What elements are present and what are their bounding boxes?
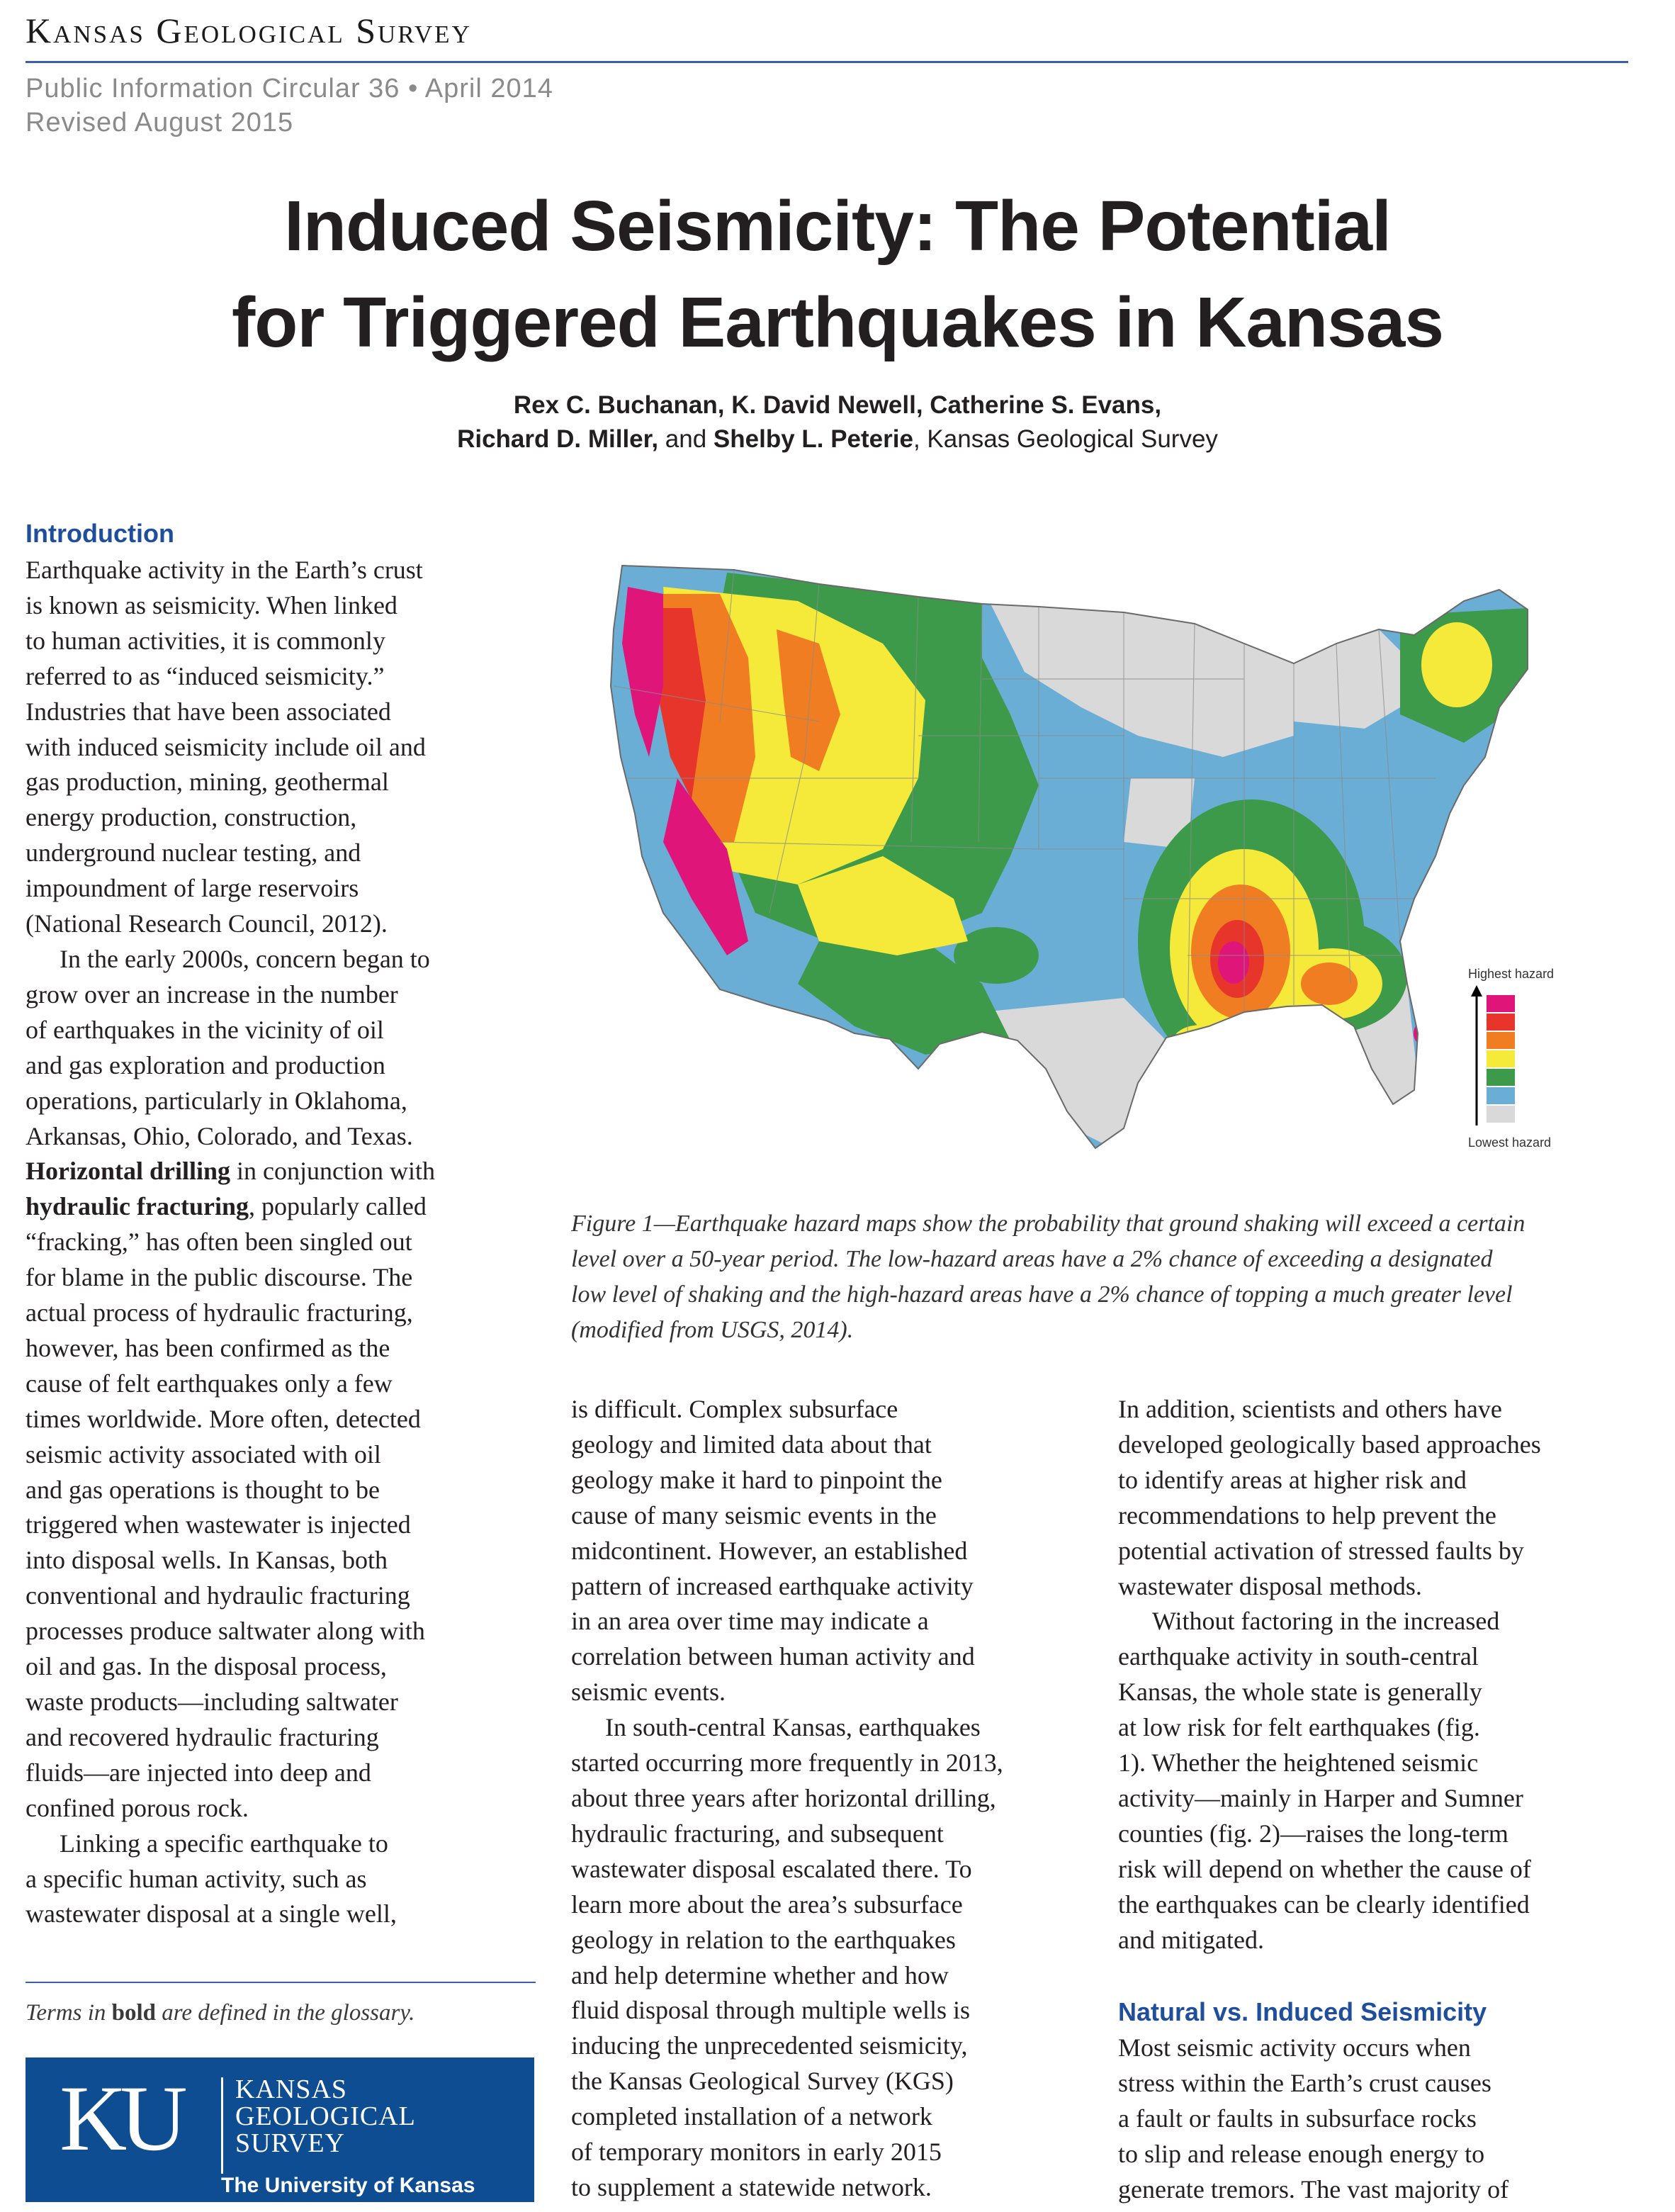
text-line: cause of many seismic events in the [571, 1500, 937, 1529]
text-line: completed installation of a network [571, 2102, 932, 2131]
text-line: operations, particularly in Oklahoma, [26, 1086, 407, 1115]
text-line: into disposal wells. In Kansas, both [26, 1546, 388, 1575]
authors-line-2 [0, 425, 1675, 454]
text-line: In the early 2000s, concern began to [60, 944, 430, 973]
text-line: at low risk for felt earthquakes (fig. [1118, 1713, 1480, 1742]
text-fragment: in conjunction with [230, 1157, 435, 1186]
legend-swatch [1487, 995, 1515, 1012]
text-line: and gas exploration and production [26, 1050, 385, 1079]
text-line: pattern of increased earthquake activity [571, 1571, 974, 1600]
text-line: actual process of hydraulic fracturing, [26, 1298, 413, 1327]
natural-vs-induced-heading: Natural vs. Induced Seismicity [1118, 1997, 1487, 2026]
text-line: developed geologically based approaches [1118, 1430, 1541, 1459]
text-line: started occurring more frequently in 2013, [571, 1748, 1003, 1778]
text-line: and gas operations is thought to be [26, 1475, 380, 1504]
text-line: confined porous rock. [26, 1793, 249, 1822]
text-line: seismic events. [571, 1678, 726, 1707]
text-line: seismic activity associated with oil [26, 1439, 381, 1469]
author-peterie: Shelby L. Peterie [713, 425, 913, 453]
text-line: correlation between human activity and [571, 1642, 975, 1671]
text-line: and recovered hydraulic fracturing [26, 1722, 379, 1751]
text-line: grow over an increase in the number [26, 979, 398, 1009]
text-line: to identify areas at higher risk and [1118, 1465, 1467, 1494]
footnote-rule [26, 1982, 536, 1983]
text-line: of temporary monitors in early 2015 [571, 2138, 942, 2167]
logo-divider [221, 2077, 223, 2174]
text-line: conventional and hydraulic fracturing [26, 1581, 410, 1610]
text-line: the Kansas Geological Survey (KGS) [571, 2067, 954, 2096]
text-line: a fault or faults in subsurface rocks [1118, 2104, 1477, 2133]
footnote-text: are defined in the glossary. [156, 2000, 415, 2026]
text-line: triggered when wastewater is injected [26, 1510, 411, 1539]
text-line: (National Research Council, 2012). [26, 909, 388, 938]
text-line: oil and gas. In the disposal process, [26, 1652, 387, 1681]
column-3-text [1118, 1392, 1642, 1958]
ku-kgs-logo [26, 2057, 534, 2202]
legend-low-label: Lowest hazard [1468, 1135, 1552, 1150]
hazard-map [585, 544, 1606, 1182]
text-line: for blame in the public discourse. The [26, 1263, 413, 1292]
text-line: geology in relation to the earthquakes [571, 1925, 956, 1954]
glossary-footnote [26, 2000, 414, 2026]
text-line: Most seismic activity occurs when [1118, 2033, 1471, 2062]
text-line: cause of felt earthquakes only a few [26, 1369, 393, 1398]
legend-swatch [1487, 1050, 1515, 1067]
text-line: gas production, mining, geothermal [26, 768, 389, 797]
legend-swatch [1487, 1087, 1515, 1104]
legend-high-label: Highest hazard [1468, 967, 1555, 981]
legend-swatch [1487, 1014, 1515, 1031]
circular-info: Public Information Circular 36 • April 2014 [26, 74, 553, 103]
text-line: Without factoring in the increased [1152, 1607, 1500, 1636]
text-line: In addition, scientists and others have [1118, 1395, 1502, 1423]
text-line: inducing the unprecedented seismicity, [571, 2031, 968, 2060]
text-line: learn more about the area’s subsurface [571, 1890, 963, 1919]
text-line [26, 1189, 564, 1225]
text-line: the earthquakes can be clearly identified [1118, 1890, 1530, 1919]
text-line: to human activities, it is commonly [26, 626, 385, 655]
text-line: generate tremors. The vast majority of [1118, 2174, 1509, 2203]
text-line: underground nuclear testing, and [26, 838, 361, 868]
text-line: waste products—including saltwater [26, 1688, 398, 1716]
text-line: geology make it hard to pinpoint the [571, 1465, 942, 1494]
introduction-text [26, 553, 564, 1932]
text-line: geology and limited data about that [571, 1430, 932, 1459]
caption-line: level over a 50-year period. The low-hazard areas have a 2% chance of exceeding a designated [571, 1246, 1493, 1272]
text-line: Earthquake activity in the Earth’s crust [26, 556, 423, 584]
text-line: about three years after horizontal drilling, [571, 1783, 996, 1812]
text-line: to supplement a statewide network. [571, 2172, 932, 2201]
text-line: Linking a specific earthquake to [60, 1829, 388, 1858]
logo-line: SURVEY [235, 2128, 345, 2158]
revised-date: Revised August 2015 [26, 108, 294, 137]
text-line: potential activation of stressed faults by [1118, 1536, 1524, 1565]
text-line: in an area over time may indicate a [571, 1607, 929, 1636]
text-line: fluids—are injected into deep and [26, 1758, 371, 1787]
text-line: fluid disposal through multiple wells is [571, 1996, 970, 2025]
text-line: Industries that have been associated [26, 697, 391, 726]
legend-swatch [1487, 1106, 1515, 1123]
column-3-text-continued [1118, 2031, 1642, 2208]
text-line: recommendations to help prevent the [1118, 1500, 1496, 1529]
text-line: counties (fig. 2)—raises the long-term [1118, 1819, 1508, 1848]
ku-mark: KU [60, 2066, 181, 2170]
text-line: stress within the Earth’s crust causes [1118, 2068, 1491, 2097]
text-line: of earthquakes in the vicinity of oil [26, 1015, 384, 1044]
legend-swatch [1487, 1032, 1515, 1049]
caption-line: Figure 1—Earthquake hazard maps show the probability that ground shaking will exceed a certain [571, 1211, 1525, 1237]
text-line: Arkansas, Ohio, Colorado, and Texas. [26, 1121, 413, 1150]
header-rule [26, 61, 1628, 63]
page-title-line-1: Induced Seismicity: The Potential [284, 186, 1391, 266]
text-line: a specific human activity, such as [26, 1864, 367, 1893]
text-line: “fracking,” has often been singled out [26, 1228, 412, 1257]
column-2-text [571, 1392, 1095, 2206]
text-line: 1). Whether the heightened seismic [1118, 1748, 1479, 1778]
text-line: midcontinent. However, an established [571, 1536, 968, 1565]
footnote-bold: bold [111, 2000, 157, 2026]
hazard-map-figure [585, 544, 1606, 1182]
text-line: processes produce saltwater along with [26, 1617, 425, 1646]
footnote-text: Terms in [26, 2000, 112, 2026]
caption-line: (modified from USGS, 2014). [571, 1317, 854, 1343]
logo-line: KANSAS [235, 2075, 348, 2104]
text-line: wastewater disposal escalated there. To [571, 1854, 972, 1883]
caption-line: low level of shaking and the high-hazard areas have a 2% chance of topping a much greater level [571, 1281, 1513, 1308]
text-line: impoundment of large reservoirs [26, 874, 359, 903]
authors-and: and [658, 425, 714, 453]
text-line: and mitigated. [1118, 1925, 1264, 1954]
text-line: wastewater disposal methods. [1118, 1571, 1422, 1600]
university-name: The University of Kansas [221, 2174, 475, 2197]
introduction-heading: Introduction [26, 519, 174, 548]
text-line: times worldwide. More often, detected [26, 1404, 421, 1433]
text-line: In south-central Kansas, earthquakes [605, 1713, 981, 1742]
text-line: risk will depend on whether the cause of [1118, 1854, 1531, 1883]
text-line: is known as seismicity. When linked [26, 590, 397, 619]
legend-swatches [1487, 995, 1515, 1123]
text-line: referred to as “induced seismicity.” [26, 661, 385, 690]
legend-swatch [1487, 1069, 1515, 1086]
survey-name: Kansas Geological Survey [26, 11, 472, 50]
text-line: wastewater disposal at a single well, [26, 1899, 397, 1929]
authors-affiliation: , Kansas Geological Survey [913, 425, 1218, 453]
text-line: and help determine whether and how [571, 1960, 949, 1989]
text-fragment: , popularly called [248, 1192, 427, 1221]
text-line: is difficult. Complex subsurface [571, 1395, 898, 1423]
glossary-term-horizontal-drilling: Horizontal drilling [26, 1157, 231, 1186]
text-line: energy production, construction, [26, 803, 357, 832]
logo-line: GEOLOGICAL [235, 2101, 416, 2131]
glossary-term-hydraulic-fracturing: hydraulic fracturing [26, 1192, 249, 1221]
text-line: Kansas, the whole state is generally [1118, 1678, 1482, 1707]
text-line: activity—mainly in Harper and Sumner [1118, 1783, 1523, 1812]
text-line: to slip and release enough energy to [1118, 2139, 1485, 2168]
text-line [26, 1154, 564, 1189]
text-line: however, has been confirmed as the [26, 1333, 390, 1362]
page-title-line-2: for Triggered Earthquakes in Kansas [232, 283, 1443, 362]
text-line: with induced seismicity include oil and [26, 732, 426, 761]
legend-arrow-head [1471, 985, 1482, 996]
text-line: earthquake activity in south-central [1118, 1642, 1479, 1671]
logo-wordmark [235, 2076, 416, 2157]
text-line: hydraulic fracturing, and subsequent [571, 1819, 944, 1848]
figure-1-caption [571, 1206, 1525, 1348]
author-miller: Richard D. Miller, [457, 425, 659, 453]
authors-line-1: Rex C. Buchanan, K. David Newell, Catherine S. Evans, [513, 391, 1162, 419]
